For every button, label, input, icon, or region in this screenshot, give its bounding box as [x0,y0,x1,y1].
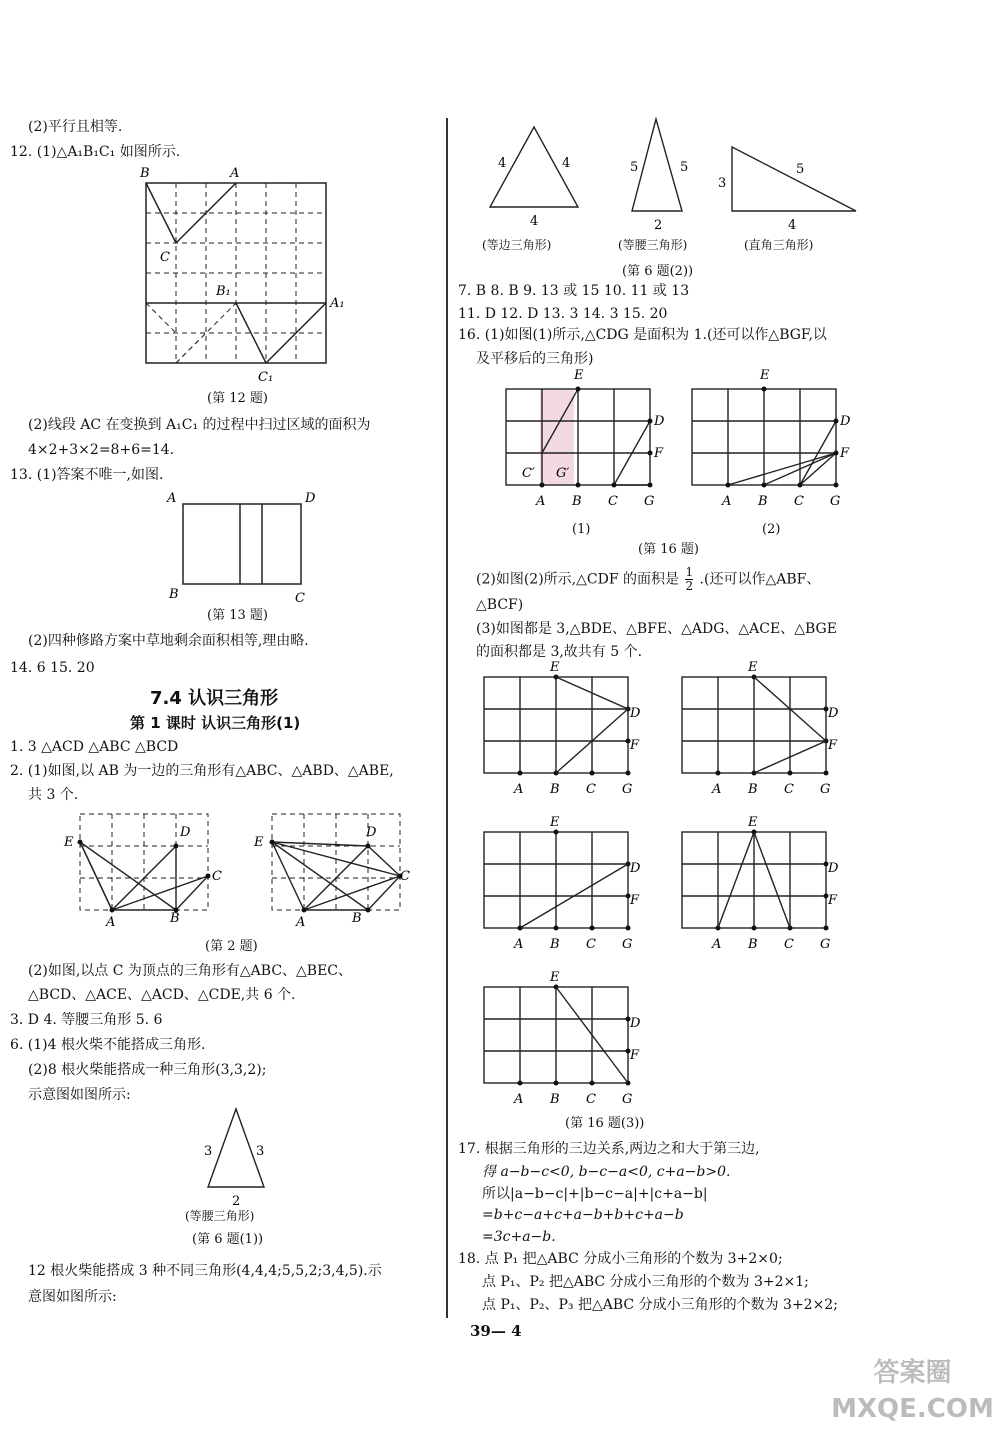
t2-right: 5 [680,160,689,175]
figure-6-2 [470,115,870,235]
text-line: 1. 3 △ACD △ABC △BCD [10,739,179,755]
t3-left: 3 [718,176,727,191]
label-E: E [574,368,584,383]
label-A: A [514,782,524,797]
label-B: B [550,937,560,952]
label-A: A [514,1092,524,1107]
label-E: E [550,815,560,830]
t2-left: 5 [630,160,639,175]
figure-16 [500,365,860,515]
text-line: =b+c−a+c+a−b+b+c+a−b [482,1207,684,1223]
t1-type: (等边三角形) [482,238,552,252]
label-G: G [820,782,831,797]
text-line: 示意图如图所示: [28,1087,131,1103]
text-line: 4×2+3×2=8+6=14. [28,442,175,458]
label-D: D [654,414,665,429]
t2-base: 2 [654,218,663,233]
figure-16-3-labels [470,655,870,1125]
label-C: C [586,937,596,952]
text-line: 12. (1)△A₁B₁C₁ 如图所示. [10,144,181,160]
label-C: C [784,937,794,952]
label-E: E [254,835,264,850]
t3-base: 4 [788,218,797,233]
label-G: G [830,494,841,509]
text-line: 意图如图所示: [28,1289,117,1305]
text-line: (2)如图,以点 C 为顶点的三角形有△ABC、△BEC、 [28,963,353,979]
label-C1: C₁ [258,370,274,385]
label-D: D [366,825,377,840]
label-B: B [748,937,758,952]
text-line: 点 P₁、P₂ 把△ABC 分成小三角形的个数为 3+2×1; [482,1274,809,1290]
label-G: G [622,782,633,797]
text-line: 得 a−b−c<0, b−c−a<0, c+a−b>0. [482,1164,731,1180]
label-C: C [586,1092,596,1107]
figure-6-1-caption: (第 6 题(1)) [192,1232,264,1247]
label-E: E [550,970,560,985]
text-line: 点 P₁、P₂、P₃ 把△ABC 分成小三角形的个数为 3+2×2; [482,1297,838,1313]
text-line: (2)四种修路方案中草地剩余面积相等,理由略. [28,633,309,649]
figure-13-caption: (第 13 题) [207,608,268,623]
text-line: 3. D 4. 等腰三角形 5. 6 [10,1012,163,1028]
text-line: △BCD、△ACE、△ACD、△CDE,共 6 个. [28,987,296,1003]
label-D: D [630,1016,641,1031]
label-A: A [296,915,306,930]
label-F: F [630,893,640,908]
text-line: 14. 6 15. 20 [10,660,95,676]
text-line: 17. 根据三角形的三边关系,两边之和大于第三边, [458,1141,760,1157]
text-line: 13. (1)答案不唯一,如图. [10,467,164,483]
label-D: D [630,706,641,721]
figure-16-3-caption: (第 16 题(3)) [565,1116,645,1131]
figure-2 [62,810,442,930]
text-line [476,566,820,593]
label-C-prime: C′ [522,466,535,481]
text-line: (2)平行且相等. [28,119,123,135]
t3-type: (直角三角形) [744,238,814,252]
watermark [830,1355,995,1427]
label-B: B [572,494,582,509]
label-A: A [536,494,546,509]
label-A: A [106,915,116,930]
text-line: (2)8 根火柴能搭成一种三角形(3,3,2); [28,1062,267,1078]
label-D: D [630,861,641,876]
subsection-title: 第 1 课时 认识三角形(1) [130,714,301,732]
figure-6-2-caption: (第 6 题(2)) [622,264,694,279]
text-line: 12 根火柴能搭成 3 种不同三角形(4,4,4;5,5,2;3,4,5).示 [28,1263,382,1279]
label-F: F [630,1048,640,1063]
label-C: C [794,494,804,509]
t1-base: 4 [530,214,539,229]
label-F: F [654,446,664,461]
fraction-numerator: 1 [685,565,694,579]
fraction-denominator: 2 [685,579,694,593]
text-line: 7. B 8. B 9. 13 或 15 10. 11 或 13 [458,283,690,299]
label-G: G [622,937,633,952]
label-A: A [230,166,240,181]
text-line: △BCF) [476,597,524,613]
t1-right: 4 [562,156,571,171]
label-C: C [400,869,410,884]
figure-6-1 [190,1105,290,1215]
text-line: 18. 点 P₁ 把△ABC 分成小三角形的个数为 3+2×0; [458,1251,783,1267]
label-E: E [748,815,758,830]
page-number: 39— 4 [470,1322,522,1340]
label-G: G [820,937,831,952]
label-E: E [550,660,560,675]
label-B: B [748,782,758,797]
side-left: 3 [204,1144,213,1159]
label-C: C [212,869,222,884]
figure-16-caption: (第 16 题) [638,542,699,557]
label-G: G [622,1092,633,1107]
label-D: D [840,414,851,429]
text-part: .(还可以作△ABF、 [699,571,821,588]
label-D: D [828,706,839,721]
label-E: E [760,368,770,383]
fraction [685,566,693,593]
sub-1: (1) [572,522,591,537]
t1-left: 4 [498,156,507,171]
label-C: C [608,494,618,509]
section-title: 7.4 认识三角形 [150,688,279,709]
figure-2-caption: (第 2 题) [205,939,258,954]
label-G-prime: G′ [556,466,570,481]
label-F: F [630,738,640,753]
text-line: =3c+a−b. [482,1229,556,1245]
label-F: F [828,738,838,753]
text-part: (2)如图(2)所示,△CDF 的面积是 [476,571,679,588]
text-line: 16. (1)如图(1)所示,△CDG 是面积为 1.(还可以作△BGF,以 [458,327,827,343]
text-line: 11. D 12. D 13. 3 14. 3 15. 20 [458,306,668,322]
label-E: E [748,660,758,675]
sub-2: (2) [762,522,781,537]
label-G: G [644,494,655,509]
figure-13 [165,488,325,608]
label-A: A [712,782,722,797]
text-line: 及平移后的三角形) [476,351,594,367]
text-line: 6. (1)4 根火柴不能搭成三角形. [10,1037,206,1053]
label-D: D [180,825,191,840]
label-F: F [840,446,850,461]
label-B: B [140,166,150,181]
label-E: E [64,835,74,850]
label-B: B [550,1092,560,1107]
label-D: D [305,491,316,506]
t3-hyp: 5 [796,162,805,177]
label-C: C [784,782,794,797]
triangle-type: (等腰三角形) [185,1209,255,1223]
label-A: A [712,937,722,952]
label-B1: B₁ [216,284,231,299]
label-A1: A₁ [330,296,345,311]
label-B: B [170,911,180,926]
label-C: C [160,250,170,265]
column-divider [446,118,448,1318]
text-line: 的面积都是 3,故共有 5 个. [476,644,643,660]
text-line: (2)线段 AC 在变换到 A₁C₁ 的过程中扫过区域的面积为 [28,417,371,433]
text-line: 2. (1)如图,以 AB 为一边的三角形有△ABC、△ABD、△ABE, [10,763,394,779]
text-line: 所以|a−b−c|+|b−c−a|+|c+a−b| [482,1186,708,1202]
label-B: B [169,587,179,602]
label-D: D [828,861,839,876]
side-right: 3 [256,1144,265,1159]
base: 2 [232,1194,241,1209]
label-C: C [586,782,596,797]
label-C: C [295,591,305,606]
text-line: (3)如图都是 3,△BDE、△BFE、△ADG、△ACE、△BGE [476,621,837,637]
label-B: B [550,782,560,797]
label-A: A [722,494,732,509]
watermark-text: 答案圈 MXQE.COM [831,1358,994,1424]
text-line: 共 3 个. [28,787,79,803]
label-F: F [828,893,838,908]
label-A: A [514,937,524,952]
label-B: B [352,911,362,926]
label-B: B [758,494,768,509]
figure-12-labels [140,165,345,385]
t2-type: (等腰三角形) [618,238,688,252]
figure-12-caption: (第 12 题) [207,391,268,406]
label-A: A [167,491,177,506]
